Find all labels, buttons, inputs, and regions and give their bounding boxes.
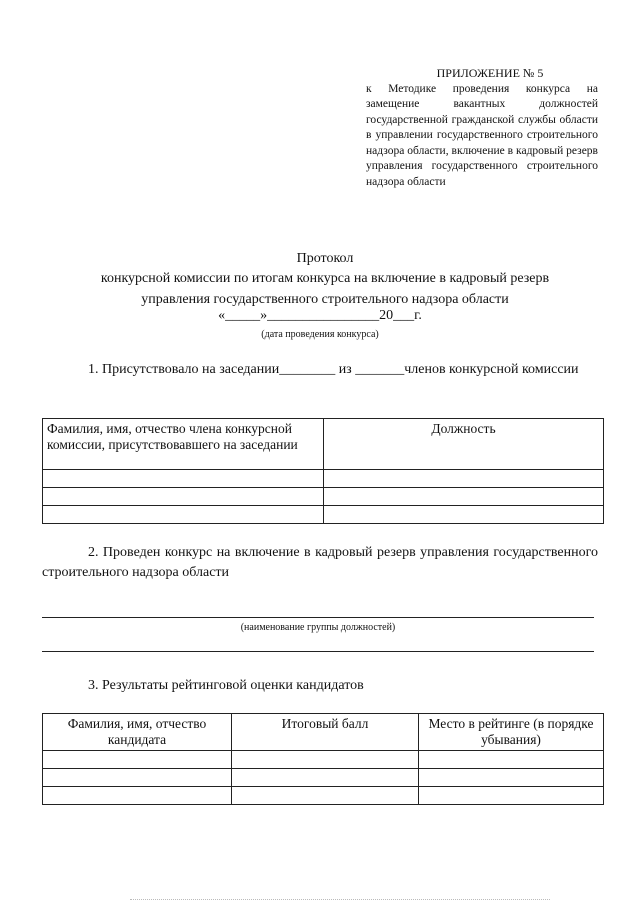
table-row (43, 751, 604, 769)
table-row (43, 488, 604, 506)
table-header-row (43, 419, 604, 470)
date-field: «_____»________________20___г. (218, 308, 422, 323)
table-cell (232, 751, 419, 769)
score-header: Итоговый балл (232, 714, 419, 751)
table-cell (324, 488, 604, 506)
table-cell (43, 787, 232, 805)
table-cell (419, 751, 604, 769)
candidate-name-header: Фамилия, имя, отчество кандидата (43, 714, 232, 751)
protocol-subtitle-line2: управления государственного строительного надзора области (141, 292, 509, 307)
position-group-line (42, 617, 594, 618)
appendix-title: ПРИЛОЖЕНИЕ № 5 (436, 66, 544, 80)
rating-table (42, 713, 604, 805)
table-cell (43, 751, 232, 769)
section1-text: 1. Присутствовало на заседании________ из _______членов конкурсной комиссии (88, 362, 579, 377)
protocol-subtitle-line1: конкурсной комиссии по итогам конкурса на включение в кадровый резерв (100, 271, 550, 286)
members-table (42, 418, 604, 524)
date-caption: (дата проведения конкурса) (261, 329, 379, 340)
members-name-header: Фамилия, имя, отчество члена конкурсной комиссии, присутствовавшего на заседании (43, 419, 324, 470)
scan-edge-mark (130, 899, 550, 901)
table-cell (232, 769, 419, 787)
rank-header: Место в рейтинге (в порядке убывания) (419, 714, 604, 751)
appendix-block (366, 66, 598, 190)
table-cell (43, 488, 324, 506)
table-cell (43, 506, 324, 524)
position-group-caption: (наименование группы должностей) (240, 622, 396, 633)
table-cell (324, 470, 604, 488)
table-row (43, 506, 604, 524)
table-cell (43, 470, 324, 488)
table-cell (324, 506, 604, 524)
table-row (43, 470, 604, 488)
table-header-row (43, 714, 604, 751)
second-line (42, 651, 594, 652)
table-cell (419, 769, 604, 787)
protocol-title: Протокол (296, 251, 354, 266)
members-position-header: Должность (324, 419, 604, 470)
table-cell (232, 787, 419, 805)
appendix-text: к Методике проведения конкурса на замещение вакантных должностей государственной гражданской службы области в управлении государственного строительного надзора области, включение в кадровый резерв управления государственного строительного надзора области (366, 82, 598, 188)
table-cell (419, 787, 604, 805)
table-row (43, 769, 604, 787)
section3-text: 3. Результаты рейтинговой оценки кандидатов (88, 678, 364, 693)
table-cell (43, 769, 232, 787)
table-row (43, 787, 604, 805)
section2-text: 2. Проведен конкурс на включение в кадровый резерв управления государственного строительного надзора области (42, 545, 598, 580)
